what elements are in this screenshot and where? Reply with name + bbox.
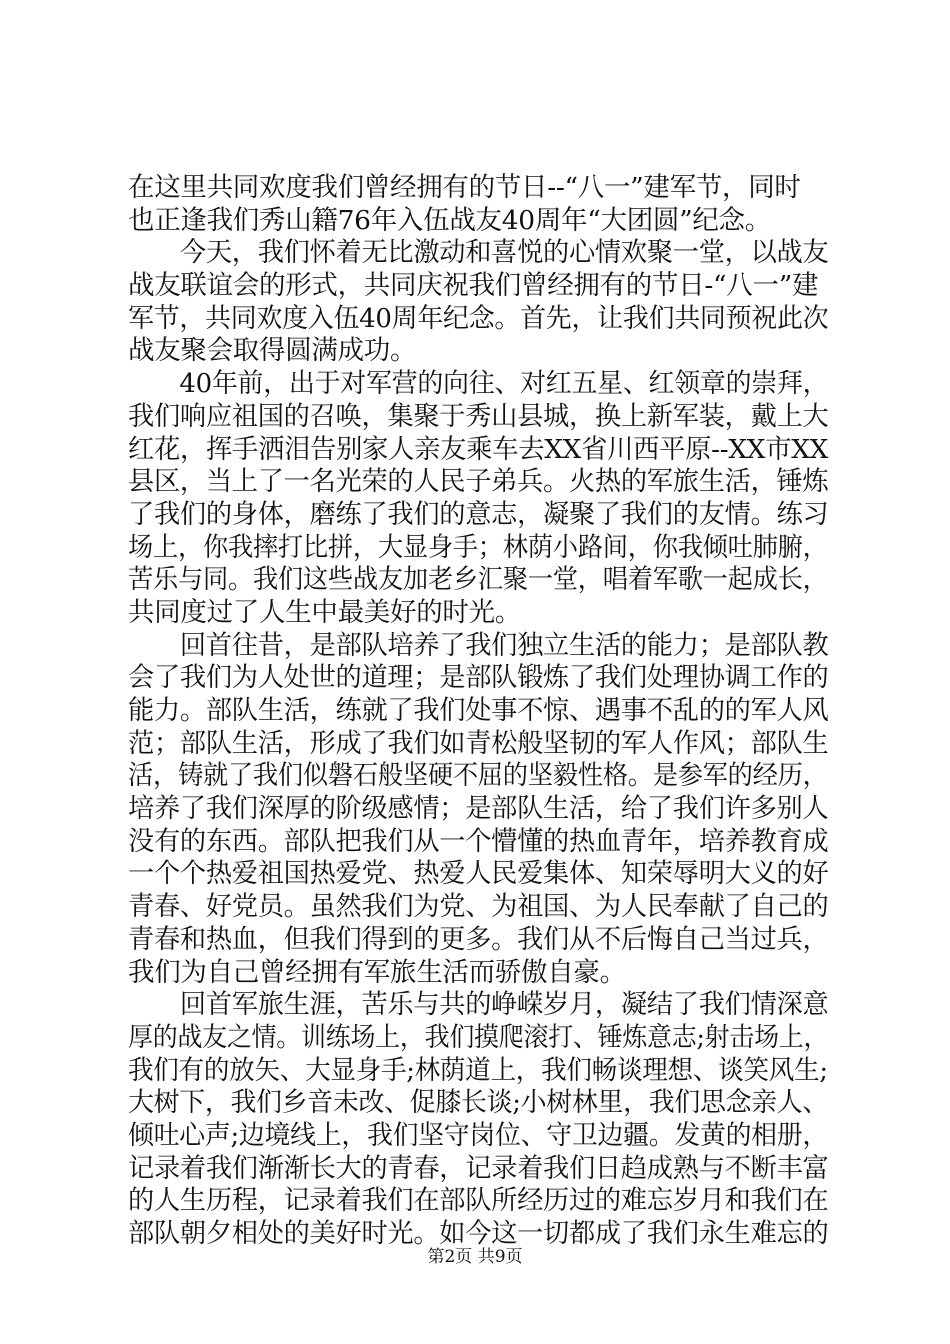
text-line: 苦乐与同。我们这些战友加老乡汇聚一堂，唱着军歌一起成长， <box>128 564 828 596</box>
text-line: 倾吐心声;边境线上，我们坚守岗位、守卫边疆。发黄的相册， <box>128 1119 829 1151</box>
text-line: 能力。部队生活，练就了我们处事不惊、遇事不乱的的军人风 <box>128 695 829 726</box>
page-footer: 第2页 共9页 <box>427 1247 523 1267</box>
text-line: 回首军旅生涯，苦乐与共的峥嵘岁月，凝结了我们情深意 <box>128 989 829 1021</box>
text-line: 部队朝夕相处的美好时光。如今这一切都成了我们永生难忘的 <box>128 1218 829 1249</box>
text-line: 培养了我们深厚的阶级感情；是部队生活，给了我们许多别人 <box>128 793 829 825</box>
body-text <box>128 172 828 1251</box>
text-line: 青春、好党员。虽然我们为党、为祖国、为人民奉献了自己的 <box>128 891 829 923</box>
text-line: 也正逢我们秀山籍76年入伍战友40周年“大团圆”纪念。 <box>128 204 771 236</box>
text-line: 军节，共同欢度入伍40周年纪念。首先，让我们共同预祝此次 <box>128 302 829 334</box>
text-line: 场上，你我摔打比拼，大显身手；林荫小路间，你我倾吐肺腑， <box>128 531 828 563</box>
text-line: 范；部队生活，形成了我们如青松般坚韧的军人作风；部队生 <box>128 727 829 759</box>
text-line: 在这里共同欢度我们曾经拥有的节日--“八一”建军节，同时 <box>128 172 801 203</box>
text-line: 一个个热爱祖国热爱党、热爱人民爱集体、知荣辱明大义的好 <box>128 858 829 890</box>
text-line: 共同度过了人生中最美好的时光。 <box>128 596 521 628</box>
text-line: 记录着我们渐渐长大的青春，记录着我们日趋成熟与不断丰富 <box>128 1152 829 1184</box>
text-line: 厚的战友之情。训练场上，我们摸爬滚打、锤炼意志;射击场上， <box>128 1021 829 1053</box>
text-line: 活，铸就了我们似磐石般坚硬不屈的坚毅性格。是参军的经历， <box>128 760 828 792</box>
text-line: 县区，当上了一名光荣的人民子弟兵。火热的军旅生活，锤炼 <box>128 466 829 498</box>
text-line: 没有的东西。部队把我们从一个懵懂的热血青年，培养教育成 <box>128 825 829 857</box>
text-line: 今天，我们怀着无比激动和喜悦的心情欢聚一堂，以战友 <box>128 237 829 269</box>
text-line: 我们响应祖国的召唤，集聚于秀山县城，换上新军装，戴上大 <box>128 400 829 432</box>
text-line: 战友聚会取得圆满成功。 <box>128 335 417 367</box>
text-line: 大树下，我们乡音未改、促膝长谈;小树林里，我们思念亲人、 <box>128 1087 829 1119</box>
text-line: 40年前，出于对军营的向往、对红五星、红领章的崇拜， <box>128 368 829 400</box>
text-line: 回首往昔，是部队培养了我们独立生活的能力；是部队教 <box>128 629 829 661</box>
text-line: 的人生历程，记录着我们在部队所经历过的难忘岁月和我们在 <box>128 1185 829 1217</box>
text-line: 红花，挥手洒泪告别家人亲友乘车去XX省川西平原--XX市XX <box>128 433 829 465</box>
text-line: 战友联谊会的形式，共同庆祝我们曾经拥有的节日-“八一”建 <box>128 270 819 302</box>
text-line: 我们为自己曾经拥有军旅生活而骄傲自豪。 <box>128 956 626 988</box>
text-line: 青春和热血，但我们得到的更多。我们从不后悔自己当过兵， <box>128 923 829 955</box>
text-line: 会了我们为人处世的道理；是部队锻炼了我们处理协调工作的 <box>128 662 829 694</box>
text-line: 我们有的放矢、大显身手;林荫道上，我们畅谈理想、谈笑风生; <box>128 1054 828 1086</box>
text-line: 了我们的身体，磨练了我们的意志，凝聚了我们的友情。练习 <box>128 498 829 530</box>
